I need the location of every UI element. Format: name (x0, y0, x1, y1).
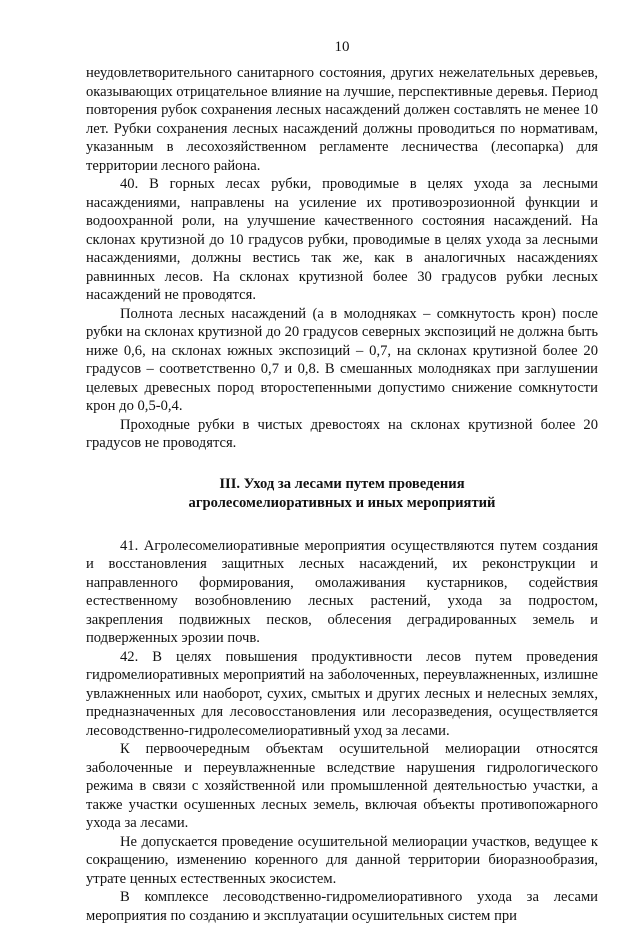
section-heading-line-1: III. Уход за лесами путем проведения (219, 475, 465, 492)
section-heading-line-2: агролесомелиоративных и иных мероприятий (188, 494, 496, 511)
paragraph-42: 42. В целях повышения продуктивности лесов путем проведения гидромелиоративных мероприятий на заболоченных, переувлажненных, излишне увлажненных или наоборот, сухих, смытых и других лесных и нелесных землях, предназначенных для лесовосстановления или лесоразведения, осуществляется лесоводственно-гидролесомелиоративный уход за лесами. (86, 648, 598, 739)
paragraph-thinning: Проходные рубки в чистых древостоях на склонах крутизной более 20 градусов не проводятся. (86, 416, 598, 451)
paragraph-complex: В комплексе лесоводственно-гидромелиоративного ухода за лесами мероприятия по созданию и эксплуатации осушительных систем при (86, 889, 598, 924)
paragraph-40: 40. В горных лесах рубки, проводимые в целях ухода за лесными насаждениями, направлены на усиление их противоэрозионной функции и водоохранной роли, на улучшение качественного состояния насаждений. На склонах крутизной до 10 градусов рубки, проводимые в целях ухода за лесными насаждениями, должны вестись так же, как в аналогичных насаждениях равнинных лесов. На склонах крутизной более 30 градусов рубки лесных насаждений не проводятся. (86, 176, 598, 303)
paragraph-41: 41. Агролесомелиоративные мероприятия осуществляются путем создания и восстановления защитных лесных насаждений, их реконструкции и направленного формирования, омолаживания кустарников, содействия естественному возобновлению лесных растений, ухода за подростом, закрепления подвижных песков, облесения деградированных земель и подверженных эрозии почв. (86, 537, 598, 646)
section-heading (86, 475, 598, 513)
paragraph-continuation: неудовлетворительного санитарного состояния, других нежелательных деревьев, оказывающих отрицательное влияние на лучшие, перспективные деревья. Период повторения рубок сохранения лесных насаждений должен составлять не менее 10 лет. Рубки сохранения лесных насаждений должны проводиться по нормативам, указанным в лесохозяйственном регламенте лесничества (лесопарка) для территории лесного района. (86, 65, 598, 174)
paragraph-priority-objects: К первоочередным объектам осушительной мелиорации относятся заболоченные и переувлажненные вследствие нарушения гидрологического режима в связи с хозяйственной или промышленной деятельностью участки, а также участки осушенных лесных земель, включая объекты противопожарного ухода за лесами. (86, 741, 598, 831)
paragraph-not-allowed: Не допускается проведение осушительной мелиорации участков, ведущее к сокращению, изменению коренного для данной территории биоразнообразия, утрате ценных естественных экосистем. (86, 833, 598, 887)
paragraph-density: Полнота лесных насаждений (а в молодняках – сомкнутость крон) после рубки на склонах крутизной до 20 градусов северных экспозиций не должна быть ниже 0,6, на склонах южных экспозиций – 0,7, на склонах крутизной более 20 градусов – соответственно 0,7 и 0,8. В смешанных молодняках при заглушении целевых древесных пород второстепенными допустимо снижение сомкнутости крон до 0,5-0,4. (86, 305, 598, 414)
page-number: 10 (334, 39, 350, 55)
document-body (86, 64, 598, 925)
